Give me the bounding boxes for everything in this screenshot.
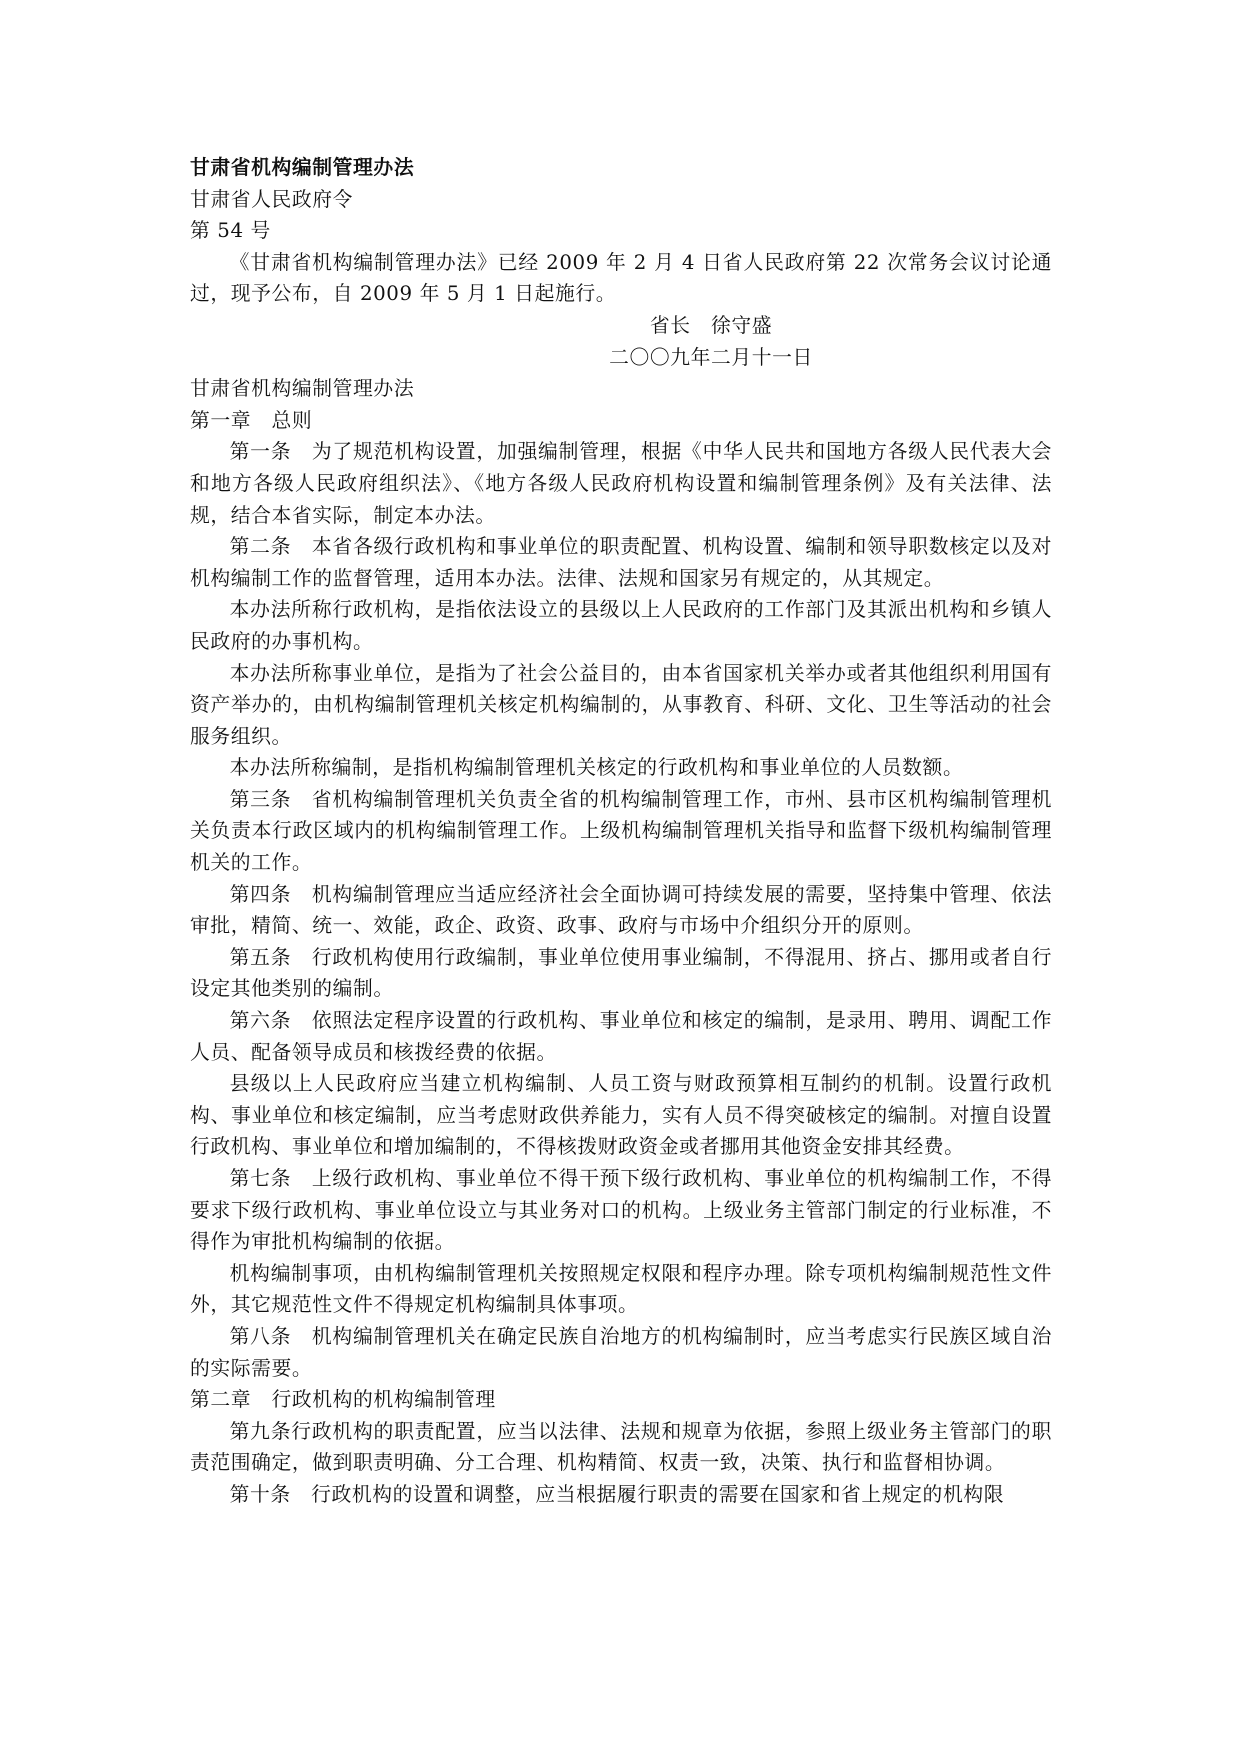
article-paragraph: 第五条 行政机构使用行政编制，事业单位使用事业编制，不得混用、挤占、挪用或者自行设定其他类别的编制。 xyxy=(190,945,1052,1001)
article-paragraph: 第四条 机构编制管理应当适应经济社会全面协调可持续发展的需要，坚持集中管理、依法审批，精简、统一、效能，政企、政资、政事、政府与市场中介组织分开的原则。 xyxy=(190,882,1052,938)
article-paragraph: 第八条 机构编制管理机关在确定民族自治地方的机构编制时，应当考虑实行民族区域自治的实际需要。 xyxy=(190,1324,1052,1380)
document-page xyxy=(190,152,1052,1511)
article-paragraph: 第三条 省机构编制管理机关负责全省的机构编制管理工作，市州、县市区机构编制管理机关负责本行政区域内的机构编制管理工作。上级机构编制管理机关指导和监督下级机构编制管理机关的工作。 xyxy=(190,787,1052,875)
order-number: 第 54 号 xyxy=(190,219,271,243)
article-paragraph: 县级以上人民政府应当建立机构编制、人员工资与财政预算相互制约的机制。设置行政机构、事业单位和核定编制，应当考虑财政供养能力，实有人员不得突破核定的编制。对擅自设置行政机构、事业单位和增加编制的，不得核拨财政资金或者挪用其他资金安排其经费。 xyxy=(190,1072,1052,1159)
article-paragraph: 本办法所称事业单位，是指为了社会公益目的，由本省国家机关举办或者其他组织利用国有资产举办的，由机构编制管理机关核定机构编制的，从事教育、科研、文化、卫生等活动的社会服务组织。 xyxy=(190,661,1052,748)
article-paragraph: 机构编制事项，由机构编制管理机关按照规定权限和程序办理。除专项机构编制规范性文件外，其它规范性文件不得规定机构编制具体事项。 xyxy=(190,1261,1052,1317)
promulgation-paragraph: 《甘肃省机构编制管理办法》已经 2009 年 2 月 4 日省人民政府第 22 次常务会议讨论通过，现予公布，自 2009 年 5 月 1 日起施行。 xyxy=(190,250,1052,306)
body-title: 甘肃省机构编制管理办法 xyxy=(190,377,415,401)
issuer-line: 甘肃省人民政府令 xyxy=(190,187,354,211)
article-paragraph: 本办法所称编制，是指机构编制管理机关核定的行政机构和事业单位的人员数额。 xyxy=(229,756,964,780)
article-paragraph: 第六条 依照法定程序设置的行政机构、事业单位和核定的编制，是录用、聘用、调配工作人员、配备领导成员和核拨经费的依据。 xyxy=(190,1009,1052,1064)
signatory: 省长 徐守盛 xyxy=(649,313,773,337)
article-paragraph: 第九条行政机构的职责配置，应当以法律、法规和规章为依据，参照上级业务主管部门的职责范围确定，做到职责明确、分工合理、机构精简、权责一致，决策、执行和监督相协调。 xyxy=(190,1419,1052,1475)
chapter-heading: 第一章 总则 xyxy=(190,408,313,432)
article-paragraph: 第十条 行政机构的设置和调整，应当根据履行职责的需要在国家和省上规定的机构限 xyxy=(229,1482,1005,1506)
article-paragraph: 第二条 本省各级行政机构和事业单位的职责配置、机构设置、编制和领导职数核定以及对机构编制工作的监督管理，适用本办法。法律、法规和国家另有规定的，从其规定。 xyxy=(190,535,1052,590)
sign-date: 二〇〇九年二月十一日 xyxy=(609,345,813,369)
article-paragraph: 本办法所称行政机构，是指依法设立的县级以上人民政府的工作部门及其派出机构和乡镇人民政府的办事机构。 xyxy=(190,598,1052,653)
article-paragraph: 第七条 上级行政机构、事业单位不得干预下级行政机构、事业单位的机构编制工作，不得要求下级行政机构、事业单位设立与其业务对口的机构。上级业务主管部门制定的行业标准，不得作为审批机构编制的依据。 xyxy=(190,1167,1052,1254)
article-paragraph: 第一条 为了规范机构设置，加强编制管理，根据《中华人民共和国地方各级人民代表大会和地方各级人民政府组织法》、《地方各级人民政府机构设置和编制管理条例》及有关法律、法规，结合本省实际，制定本办法。 xyxy=(190,440,1052,527)
chapter-heading: 第二章 行政机构的机构编制管理 xyxy=(190,1388,496,1412)
document-title: 甘肃省机构编制管理办法 xyxy=(190,155,415,179)
